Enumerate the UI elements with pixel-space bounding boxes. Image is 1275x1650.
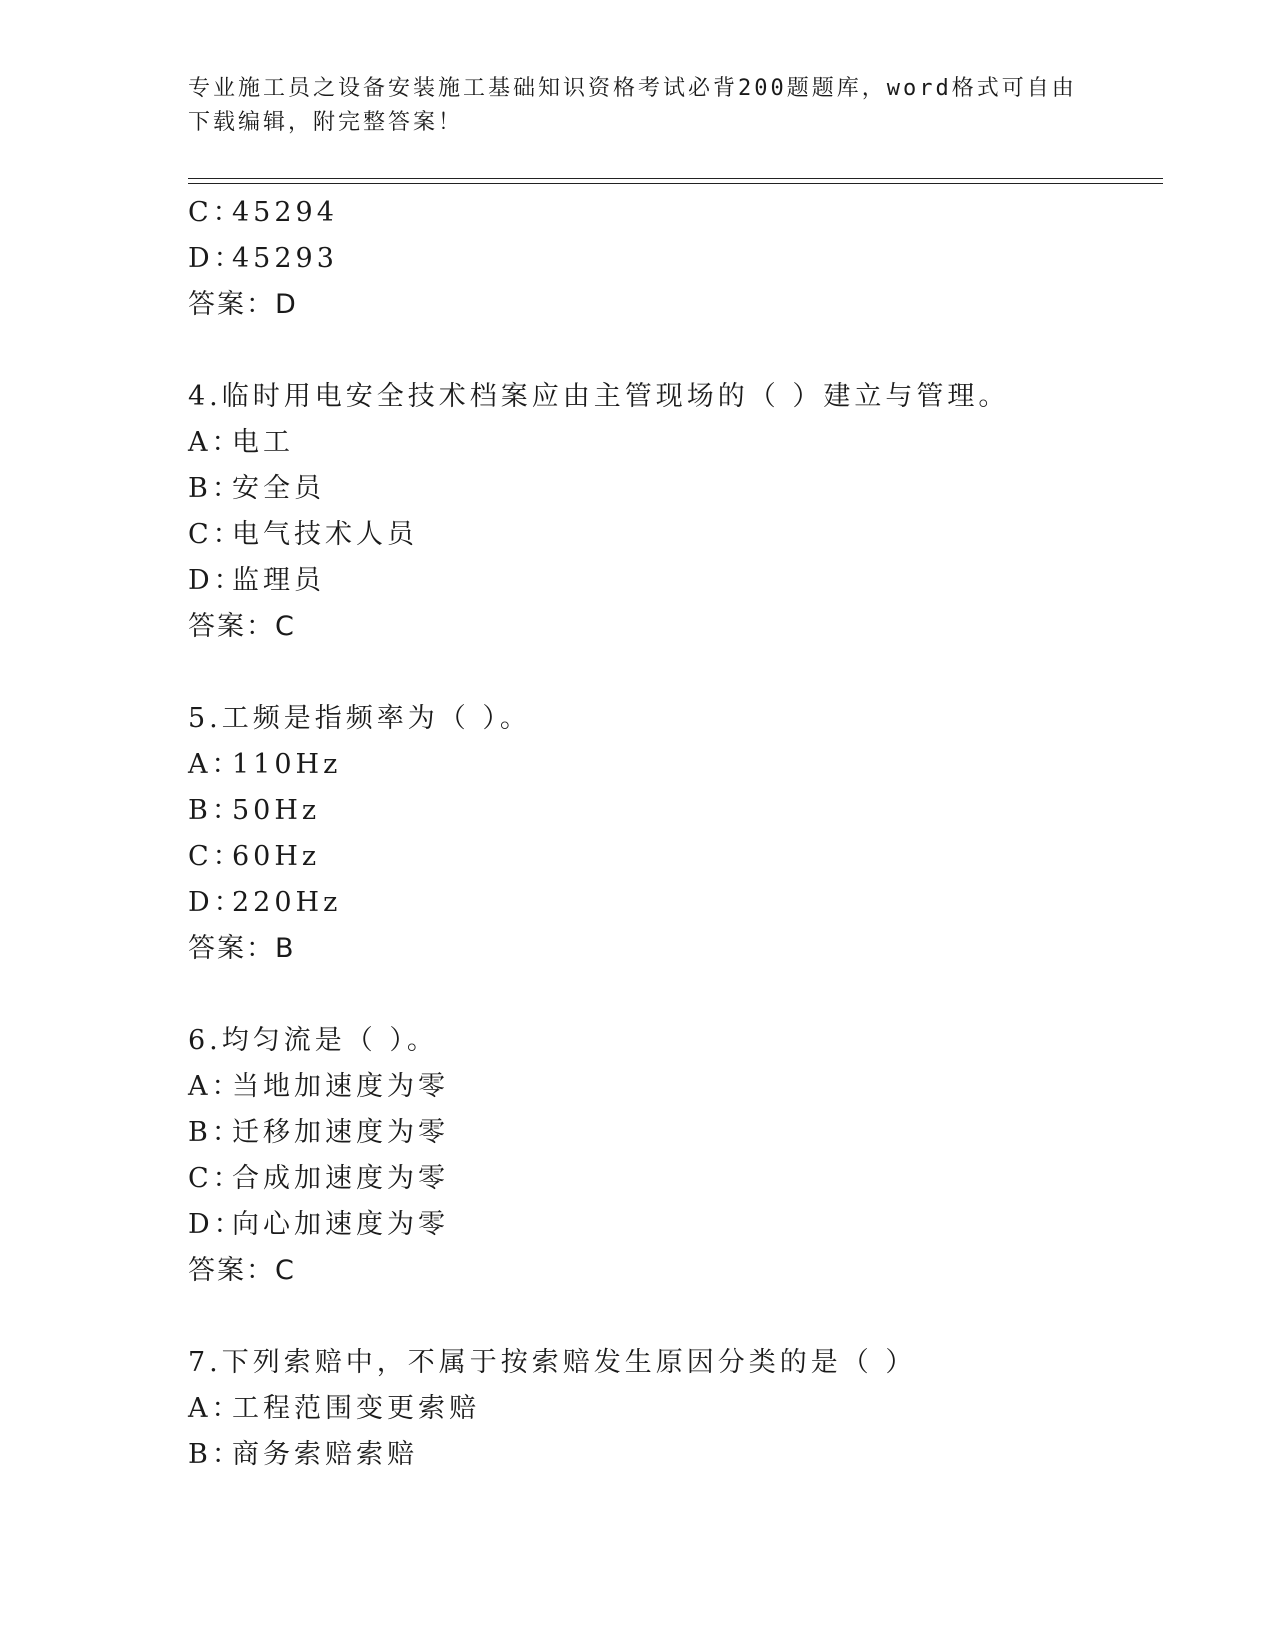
- option-letter: A：: [188, 427, 243, 458]
- option-text: 合成加速度为零: [232, 1163, 449, 1194]
- option-b: [188, 788, 1168, 834]
- option-d: [188, 880, 1168, 926]
- option-letter: A：: [188, 1393, 243, 1424]
- option-text: 向心加速度为零: [232, 1209, 449, 1240]
- option-letter: D：: [188, 1209, 245, 1240]
- option-text: 45294: [232, 197, 338, 228]
- option-text: 110Hz: [232, 749, 342, 780]
- question-4: [188, 374, 1168, 650]
- answer-line: 答案：B: [188, 933, 296, 964]
- question-3-continuation: [188, 190, 1168, 328]
- option-text: 商务索赔索赔: [232, 1439, 418, 1470]
- option-text: 45293: [232, 243, 338, 274]
- option-letter: A：: [188, 1071, 243, 1102]
- option-text: 电气技术人员: [232, 519, 418, 550]
- option-d: [188, 1202, 1168, 1248]
- option-a: [188, 1386, 1168, 1432]
- option-c: [188, 190, 1168, 236]
- option-a: [188, 1064, 1168, 1110]
- option-d: [188, 558, 1168, 604]
- option-letter: A：: [188, 749, 243, 780]
- question-title: 6.均匀流是（ ）。: [188, 1025, 438, 1056]
- option-d: [188, 236, 1168, 282]
- question-6: [188, 1018, 1168, 1294]
- option-c: [188, 1156, 1168, 1202]
- option-c: [188, 512, 1168, 558]
- option-letter: D：: [188, 243, 245, 274]
- option-letter: D：: [188, 887, 245, 918]
- option-text: 监理员: [232, 565, 325, 596]
- header-line-1: 专业施工员之设备安装施工基础知识资格考试必背200题题库，word格式可自由: [188, 76, 1077, 101]
- option-b: [188, 1432, 1168, 1478]
- option-text: 当地加速度为零: [232, 1071, 449, 1102]
- option-text: 220Hz: [232, 887, 342, 918]
- option-text: 安全员: [232, 473, 325, 504]
- option-letter: B：: [188, 1439, 243, 1470]
- option-text: 迁移加速度为零: [232, 1117, 449, 1148]
- header-rule-top: [188, 178, 1163, 179]
- question-list: [188, 190, 1168, 1478]
- document-header: [188, 72, 1088, 140]
- option-letter: B：: [188, 795, 243, 826]
- option-letter: B：: [188, 473, 243, 504]
- option-letter: B：: [188, 1117, 243, 1148]
- header-rule-bottom: [188, 183, 1163, 184]
- question-title: 4.临时用电安全技术档案应由主管现场的（ ）建立与管理。: [188, 381, 1010, 412]
- answer-line: 答案：C: [188, 1255, 296, 1286]
- option-letter: C：: [188, 519, 244, 550]
- option-letter: D：: [188, 565, 245, 596]
- option-letter: C：: [188, 841, 244, 872]
- answer-line: 答案：C: [188, 611, 296, 642]
- option-c: [188, 834, 1168, 880]
- question-title: 7.下列索赔中，不属于按索赔发生原因分类的是（ ）: [188, 1347, 917, 1378]
- question-title: 5.工频是指频率为（ ）。: [188, 703, 531, 734]
- option-text: 50Hz: [232, 795, 321, 826]
- answer-line: 答案：D: [188, 289, 298, 320]
- option-text: 工程范围变更索赔: [232, 1393, 480, 1424]
- option-text: 60Hz: [232, 841, 321, 872]
- header-line-2: 下载编辑，附完整答案！: [188, 110, 464, 135]
- option-letter: C：: [188, 1163, 244, 1194]
- question-7: [188, 1340, 1168, 1478]
- question-5: [188, 696, 1168, 972]
- option-a: [188, 742, 1168, 788]
- option-b: [188, 1110, 1168, 1156]
- option-text: 电工: [232, 427, 294, 458]
- option-a: [188, 420, 1168, 466]
- option-b: [188, 466, 1168, 512]
- option-letter: C：: [188, 197, 244, 228]
